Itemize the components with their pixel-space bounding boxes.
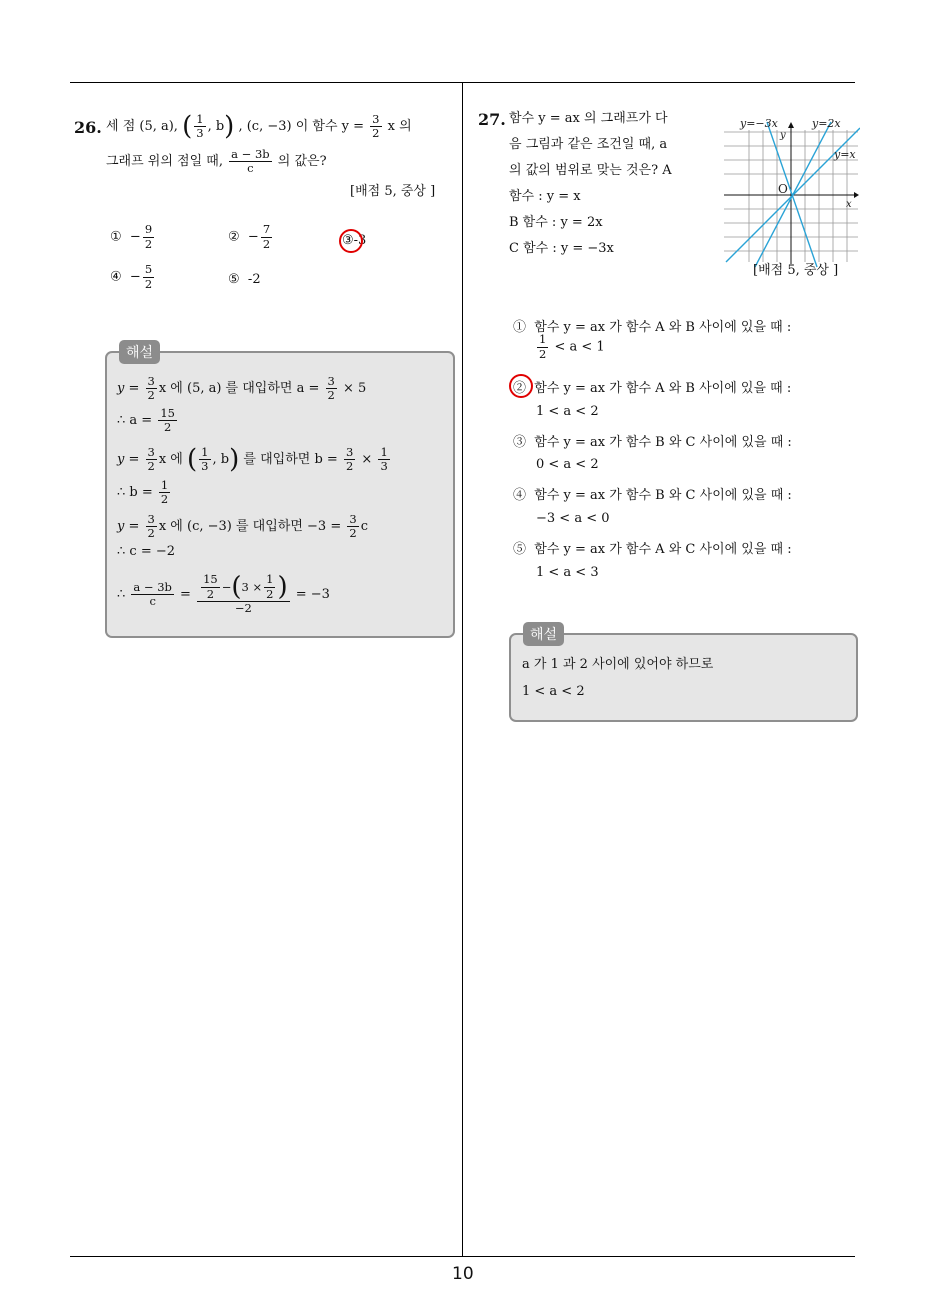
origin-label: O: [778, 182, 788, 196]
choice-2[interactable]: ② − $\frac{7}{2}$: [228, 222, 271, 251]
question-stem-line-3: 의 값의 범위로 맞는 것은? A: [509, 163, 672, 178]
y-axis-label: y: [780, 130, 786, 141]
choice-5[interactable]: ⑤ 함수 y = ax 가 함수 A 와 C 사이에 있을 때 :: [513, 542, 792, 557]
choice-3-range: 0 < a < 2: [536, 457, 599, 472]
solution-line-2: 1 < a < 2: [522, 684, 585, 699]
x-axis-label: x: [846, 199, 852, 210]
question-stem-line-5: B 함수 : y = 2x: [509, 215, 603, 230]
page-number: 10: [452, 1264, 474, 1284]
question-stem-line2: 그래프 위의 점일 때, $\frac{a - 3b}{c}$ 의 값은?: [106, 146, 327, 175]
choice-2[interactable]: ② 함수 y = ax 가 함수 A 와 B 사이에 있을 때 :: [513, 381, 792, 396]
solution-line-3: y = $\frac{3}{2}$ x 에 ( $\frac{1}{3}$ , b) 를 대입하면 b = $\frac{3}{2}$ × $\frac{1}{3}$: [117, 444, 388, 475]
choice-1[interactable]: ① 함수 y = ax 가 함수 A 와 B 사이에 있을 때 :: [513, 320, 792, 335]
label-c: y=−3x: [740, 117, 778, 130]
choice-4[interactable]: ④ 함수 y = ax 가 함수 B 와 C 사이에 있을 때 :: [513, 488, 792, 503]
choice-3[interactable]: ③ 함수 y = ax 가 함수 B 와 C 사이에 있을 때 :: [513, 435, 792, 450]
column-divider: [462, 82, 463, 1257]
choice-1[interactable]: ① − $\frac{9}{2}$: [110, 222, 153, 251]
solution-line-5: y = $\frac{3}{2}$ x 에 (c, −3) 를 대입하면 −3 = $\frac{3}{2}$ c: [117, 511, 368, 540]
question-stem-line1: 세 점 (5, a), ( $\frac{1}{3}$ , b) , (c, −3) 이 함수 y = $\frac{3}{2}$ x 의: [106, 111, 412, 142]
solution-tag: 해설: [119, 340, 160, 364]
solution-box: [509, 633, 858, 722]
solution-line-6: ∴ c = −2: [117, 544, 176, 559]
question-stem-line-1: 함수 y = ax 의 그래프가 다: [509, 111, 668, 126]
function-graph: [720, 112, 860, 272]
solution-line-1: y = $\frac{3}{2}$ x 에 (5, a) 를 대입하면 a = $\frac{3}{2}$ × 5: [117, 373, 367, 402]
solution-tag: 해설: [523, 622, 564, 646]
solution-line-1: a 가 1 과 2 사이에 있어야 하므로: [522, 657, 714, 672]
solution-line-7: ∴ $\frac{a - 3b}{c}$ = $\frac{15}{2}$ − ( 3 × $\frac{1}{2}$ ) −2 = −3: [117, 572, 330, 616]
answer-circle-mark: [509, 374, 533, 398]
question-number: 26.: [74, 118, 102, 137]
label-b: y=2x: [812, 117, 841, 130]
choice-5[interactable]: ⑤ -2: [228, 272, 261, 287]
question-stem-line-6: C 함수 : y = −3x: [509, 241, 614, 256]
choice-1-range: $\frac{1}{2}$ < a < 1: [539, 332, 605, 361]
choice-2-range: 1 < a < 2: [536, 404, 599, 419]
question-number: 27.: [478, 110, 506, 129]
answer-circle-mark: [339, 229, 363, 253]
question-stem-line-2: 음 그림과 같은 조건일 때, a: [509, 137, 668, 152]
solution-line-4: ∴ b = $\frac{1}{2}$: [117, 477, 169, 506]
choice-5-range: 1 < a < 3: [536, 565, 599, 580]
question-stem-line-4: 함수 : y = x: [509, 189, 581, 204]
choice-4-range: −3 < a < 0: [536, 511, 610, 526]
choice-4[interactable]: ④ − $\frac{5}{2}$: [110, 262, 153, 291]
score-label: [배점 5, 중상 ]: [350, 184, 436, 199]
bottom-rule: [70, 1256, 855, 1257]
label-a: y=x: [834, 148, 856, 161]
score-label: [배점 5, 중상 ]: [753, 263, 839, 278]
solution-line-2: ∴ a = $\frac{15}{2}$: [117, 405, 175, 434]
choice-3[interactable]: ③-3: [342, 233, 367, 248]
